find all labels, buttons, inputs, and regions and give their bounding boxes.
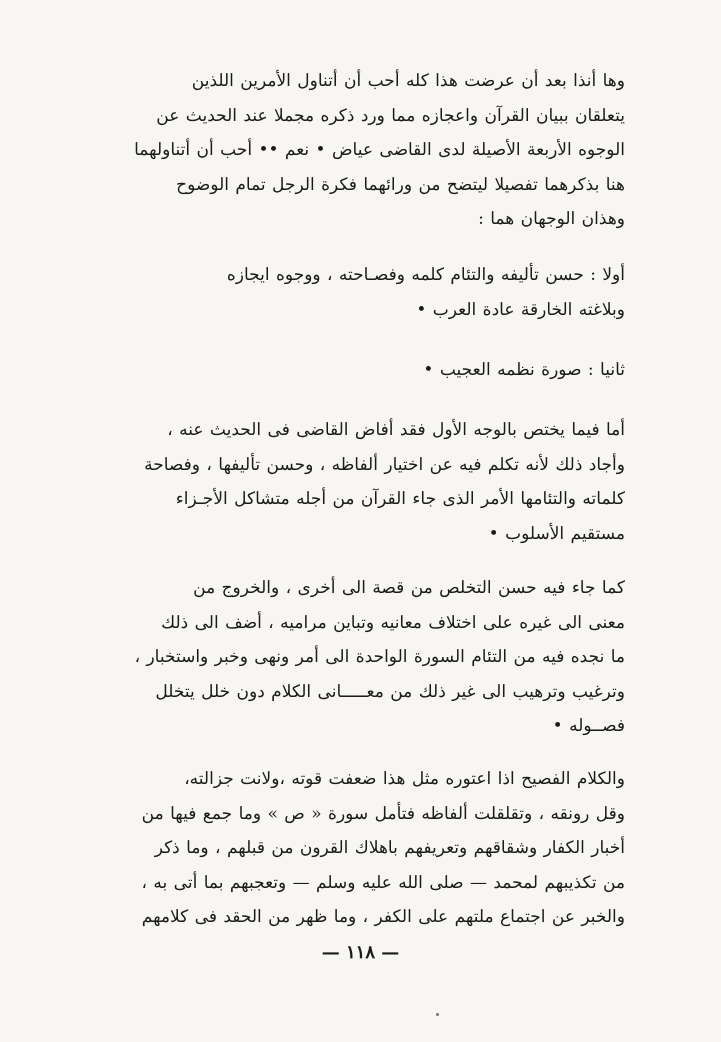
text-line: أما فيما يختص بالوجه الأول فقد أفاض القاضى فى الحديث عنه ،	[167, 420, 625, 440]
text-line: ما نجده فيه من التئام السورة الواحدة الى أمر ونهى وخبر واستخبار ،	[134, 647, 625, 667]
text-line: ثانيا : صورة نظمه العجيب •	[423, 360, 625, 380]
text-line: الوجوه الأربعة الأصيلة لدى القاضى عياض • نعم •• أحب أن أتناولهما	[134, 140, 625, 160]
text-line: كلماته والتئامها الأمر الذى جاء القرآن من أجله متشاكل الأجـزاء	[175, 489, 625, 509]
text-line: فصــوله •	[552, 716, 625, 736]
text-line: كما جاء فيه حسن التخلص من قصة الى أخرى ، والخروج من	[193, 578, 625, 598]
text-line: والخبر عن اجتماع ملتهم على الكفر ، وما ظهر من الحقد فى كلامهم	[141, 907, 625, 927]
text-line: يتعلقان ببيان القرآن واعجازه مما ورد ذكره مجملا عند الحديث عن	[156, 105, 625, 126]
text-line: مستقيم الأسلوب •	[488, 523, 625, 544]
page-number: — ١١٨ —	[321, 942, 400, 963]
paragraph-eloquent-speech	[95, 762, 625, 935]
text-line: وترغيب وترهيب الى غير ذلك من معـــــانى الكلام دون خلل يتخلل	[155, 681, 625, 702]
text-line: وقل رونقه ، وتقلقلت ألفاظه فتأمل سورة « ص » وما جمع فيها من	[141, 803, 625, 824]
text-line: معنى الى غيره على اختلاف معانيه وتباين مراميه ، أضف الى ذلك	[161, 612, 625, 633]
text-line: من تكذيبهم لمحمد — صلى الله عليه وسلم — وتعجبهم بما أتى به ،	[141, 872, 625, 893]
text-line: وهذان الوجهان هما :	[478, 209, 625, 229]
scan-speck	[436, 1013, 439, 1016]
paragraph-intro	[95, 64, 625, 237]
text-line: هنا بذكرهما تفصيلا ليتضح من ورائهما فكرة الرجل تمام الوضوح	[176, 174, 625, 195]
paragraph-transitions	[95, 571, 625, 744]
text-line: أولا : حسن تأليفه والتئام كلمه وفصـاحته ، ووجوه ايجازه	[226, 265, 625, 285]
paragraph-first-aspect-discussion	[95, 413, 625, 551]
text-line: وها أنذا بعد أن عرضت هذا كله أحب أن أتناول الأمرين اللذين	[191, 71, 625, 91]
text-line: وأجاد ذلك لأنه تكلم فيه عن اختيار ألفاظه ، وحسن تأليفها ، وفصاحة	[144, 454, 625, 475]
text-line: والكلام الفصيح اذا اعتوره مثل هذا ضعفت قوته ،ولانت جزالته،	[184, 769, 625, 789]
text-line: وبلاغته الخارقة عادة العرب •	[416, 299, 625, 320]
paragraph-first-aspect	[95, 258, 625, 327]
paragraph-second-aspect	[95, 353, 625, 388]
text-line: أخبار الكفار وشقاقهم وتعريفهم باهلاك القرون من قبلهم ، وما ذكر	[154, 838, 625, 858]
